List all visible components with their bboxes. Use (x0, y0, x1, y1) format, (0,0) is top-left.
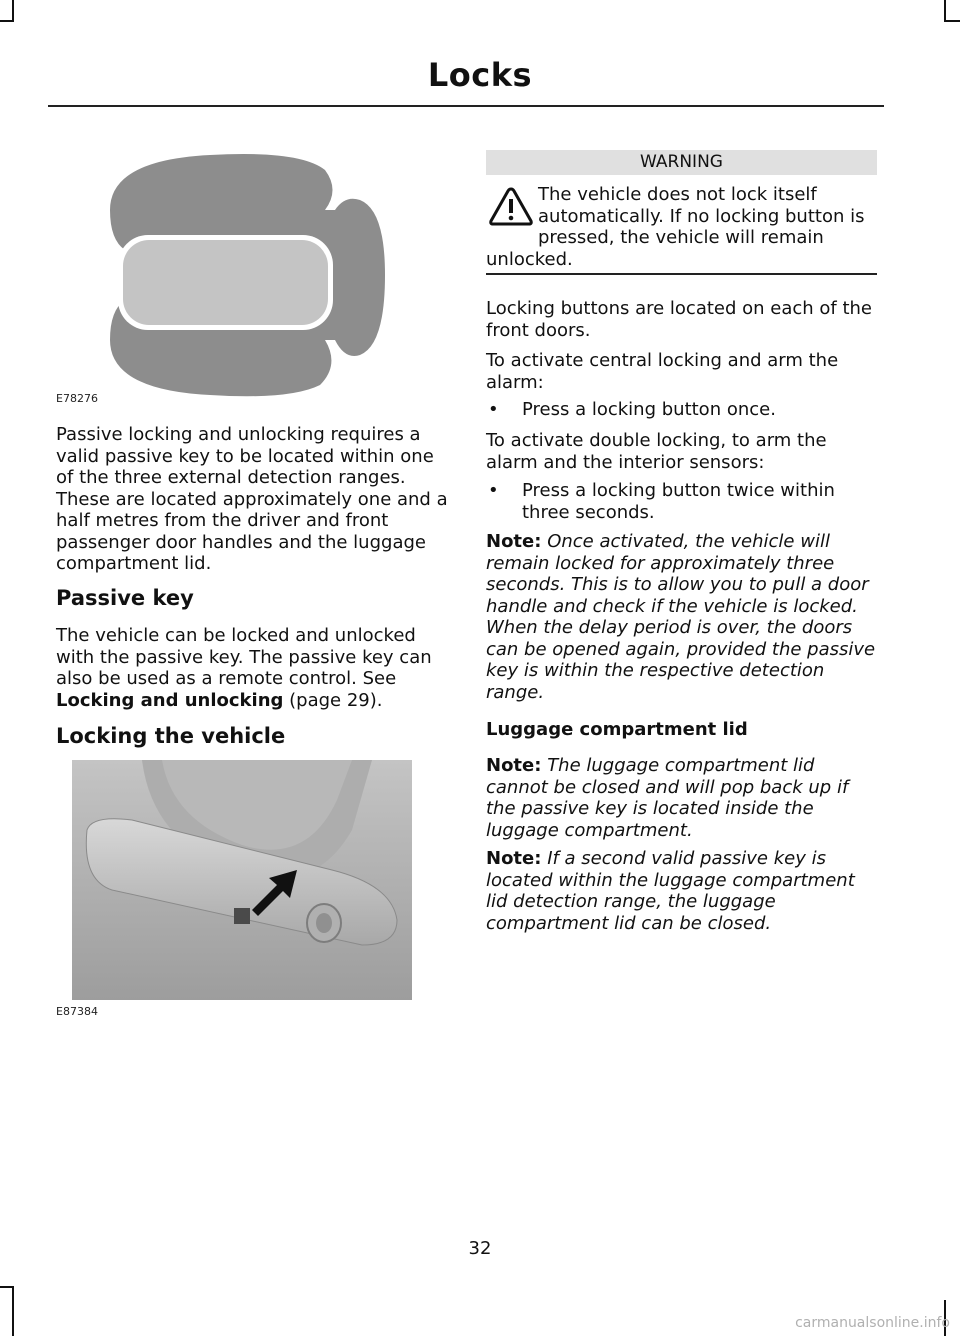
crop-mark (0, 20, 14, 22)
bullet-mark: • (488, 399, 499, 420)
paragraph: To activate double locking, to arm the alarm and the interior sensors: (486, 430, 827, 473)
note-text: If a second valid passive key is located within the luggage compartment lid detection range, the luggage compartment lid can be closed. (486, 848, 855, 934)
note (486, 755, 878, 841)
section-heading-passive-key: Passive key (56, 586, 194, 610)
passive-key-paragraph (56, 625, 448, 711)
bullet-mark: • (488, 480, 499, 501)
cross-reference-link[interactable]: Locking and unlocking (56, 689, 284, 711)
list-item-text: Press a locking button once. (522, 399, 776, 420)
warning-title: WARNING (486, 150, 877, 175)
crop-mark (944, 20, 960, 22)
warning-divider (486, 273, 877, 275)
intro-paragraph: Passive locking and unlocking requires a valid passive key to be located within one of the three external detection ranges. These are located approximately one and a half metres from the driver and front passenger door handles and the luggage compartment lid. (56, 424, 448, 574)
section-heading-locking: Locking the vehicle (56, 724, 286, 748)
figure-id: E78276 (56, 392, 98, 405)
note-label: Note: (486, 848, 542, 869)
header-divider (48, 105, 884, 107)
paragraph: Locking buttons are located on each of the front doors. (486, 298, 873, 341)
page-number: 32 (468, 1238, 492, 1259)
detection-range-figure (100, 150, 400, 400)
note (486, 848, 878, 934)
section-heading-luggage: Luggage compartment lid (486, 719, 748, 740)
watermark: carmanualsonline.info (795, 1315, 950, 1331)
note-text: Once activated, the vehicle will remain locked for approximately three seconds. This is to allow you to pull a door handle and check if the vehicle is locked. When the delay period is over, the doors can be opened again, provided the passive key is within the respective detection range. (486, 531, 876, 703)
crop-mark (0, 1286, 14, 1288)
crop-mark (944, 0, 946, 22)
note (486, 531, 878, 703)
note-text: The luggage compartment lid cannot be closed and will pop back up if the passive key is located inside the luggage compartment. (486, 755, 849, 841)
crop-mark (12, 1286, 14, 1336)
list-item (486, 399, 878, 421)
warning-text-block (486, 184, 878, 270)
crop-mark (12, 0, 14, 22)
note-label: Note: (486, 531, 542, 552)
page-reference: (page 29). (283, 689, 383, 711)
passive-key-text: The vehicle can be locked and unlocked with the passive key. The passive key can also be used as a remote control. See (56, 625, 432, 689)
list-item-text: Press a locking button twice within three seconds. (522, 480, 835, 523)
warning-text: The vehicle does not lock itself automatically. If no locking button is pressed, the vehicle will remain unlocked. (486, 184, 865, 270)
door-handle-figure (72, 760, 412, 1000)
list-item (486, 480, 878, 523)
figure-id: E87384 (56, 1005, 98, 1018)
note-label: Note: (486, 755, 542, 776)
page-title: Locks (427, 56, 533, 94)
paragraph: To activate central locking and arm the alarm: (486, 350, 839, 393)
